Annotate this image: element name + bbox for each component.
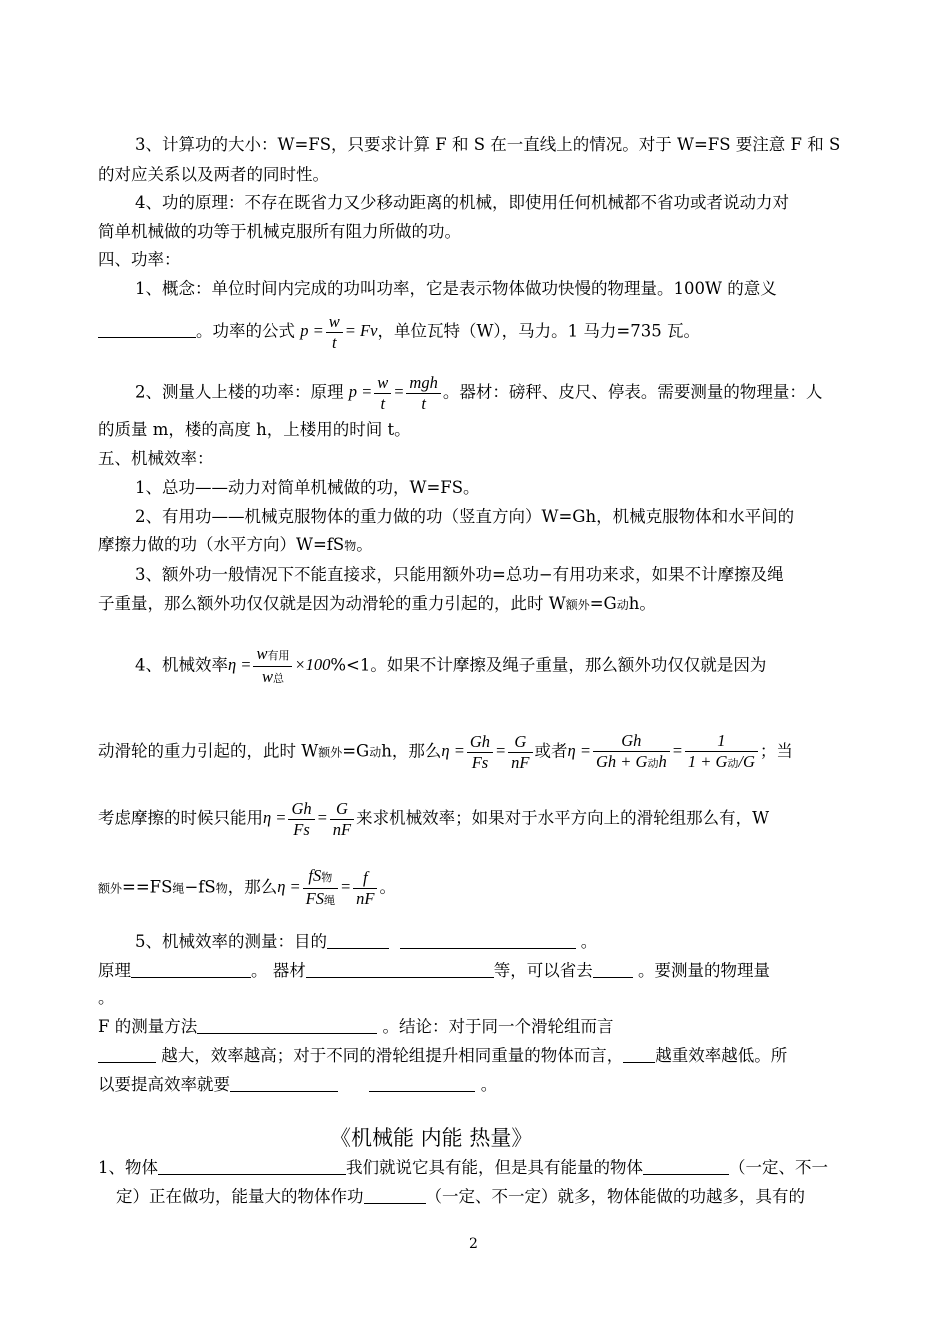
formula-efficiency-horizontal: η = $\frac{\text{fS物}}{\text{FS绳}}$ = $\frac{f}{nF}$ (277, 877, 379, 896)
para-measurement-line5: 越大，效率越高；对于不同的滑轮组提升相同重量的物体而言， 越重效率越低。所 (98, 1046, 787, 1066)
para-measurement-line6: 以要提高效率就要 。 (98, 1075, 498, 1094)
answer-blank[interactable] (158, 1158, 346, 1175)
para-total-work: 1、总功——动力对简单机械做的功，W=FS。 (135, 478, 480, 497)
formula-efficiency-friction: η = $\frac{Gh}{Fs}$ = $\frac{G}{nF}$ (263, 808, 356, 827)
para-work-principle-line2: 简单机械做的功等于机械克服所有阻力所做的功。 (98, 222, 461, 241)
formula-efficiency-gh: η = $\frac{Gh}{Fs}$ = $\frac{G}{nF}$ (441, 741, 534, 760)
para-efficiency-line2: 动滑轮的重力引起的，此时 W额外=G动h，那么η = $\frac{Gh}{Fs}$ = $\frac{G}{nF}$ 或者η = $\frac{Gh}{\text{Gh + G动h}}$ = $\frac{1}{\text{1 + G动/G}}$ ；当 (98, 731, 793, 772)
page-number: 2 (469, 1236, 478, 1252)
formula-stairs-power: p = $\frac{w}{t}$ = $\frac{\text{mgh}}{t}$ (349, 382, 443, 401)
para-useful-work-line1: 2、有用功——机械克服物体的重力做的功（竖直方向）W=Gh，机械克服物体和水平间的 (135, 507, 795, 526)
heading-efficiency: 五、机械效率： (98, 449, 214, 468)
answer-blank[interactable] (364, 1187, 426, 1204)
para-efficiency-line4: 额外==FS绳−fS物，那么η = $\frac{\text{fS物}}{\text{FS绳}}$ = $\frac{f}{nF}$ 。 (98, 866, 396, 908)
para-measurement-line4: F 的测量方法 。结论：对于同一个滑轮组而言 (98, 1017, 614, 1036)
para-extra-work-line1: 3、额外功一般情况下不能直接求，只能用额外功=总功−有用功来求，如果不计摩擦及绳 (135, 565, 784, 584)
answer-blank[interactable] (623, 1046, 655, 1063)
answer-blank[interactable] (197, 1017, 377, 1034)
answer-blank[interactable] (306, 961, 494, 978)
para-measurement-line3: 。 (98, 988, 115, 1007)
para-measurement-line2: 原理 。 器材 等，可以省去 。要测量的物理量 (98, 961, 770, 980)
answer-blank[interactable] (230, 1075, 338, 1092)
answer-blank[interactable] (643, 1158, 729, 1175)
formula-efficiency: η = $\frac{\text{w有用}}{\text{w总}}$ ×100 (228, 644, 331, 686)
para-stairs-power-line1: 2、测量人上楼的功率：原理 p = $\frac{w}{t}$ = $\frac{\text{mgh}}{t}$ 。器材：磅秤、皮尺、停表。需要测量的物理量：人 (135, 373, 823, 413)
answer-blank[interactable] (369, 1075, 475, 1092)
para-efficiency-line3: 考虑摩擦的时候只能用η = $\frac{Gh}{Fs}$ = $\frac{G}{nF}$ 来求机械效率；如果对于水平方向上的滑轮组那么有，W (98, 799, 770, 839)
para-work-calc-line2: 的对应关系以及两者的同时性。 (98, 165, 329, 184)
formula-efficiency-dynamic-pulley: η = $\frac{Gh}{\text{Gh + G动h}}$ = $\frac{1}{\text{1 + G动/G}}$ (568, 741, 760, 760)
formula-power: p = $\frac{w}{t}$ = Fv (300, 312, 378, 352)
para-work-principle-line1: 4、功的原理：不存在既省力又少移动距离的机械，即使用任何机械都不省功或者说动力对 (135, 193, 789, 212)
answer-blank[interactable] (131, 961, 251, 978)
para-power-concept-line2: 。功率的公式 p = $\frac{w}{t}$ = Fv，单位瓦特（W），马力。1 马力=735 瓦。 (98, 313, 700, 352)
para-work-calc-line1: 3、计算功的大小：W=FS，只要求计算 F 和 S 在一直线上的情况。对于 W=FS 要注意 F 和 S (135, 135, 841, 154)
question-1-line2: 定）正在做功，能量大的物体作功 （一定、不一定）就多，物体能做的功越多，具有的 (116, 1187, 805, 1206)
answer-blank[interactable] (98, 321, 196, 338)
para-stairs-power-line2: 的质量 m，楼的高度 h，上楼用的时间 t。 (98, 420, 411, 439)
para-useful-work-line2: 摩擦力做的功（水平方向）W=fS物。 (98, 535, 373, 554)
heading-power: 四、功率： (98, 250, 181, 269)
para-measurement-line1: 5、机械效率的测量：目的 。 (135, 932, 598, 951)
para-efficiency-line1: 4、机械效率η = $\frac{\text{w有用}}{\text{w总}}$ ×100%<1。如果不计摩擦及绳子重量，那么额外功仅仅就是因为 (135, 644, 767, 686)
answer-blank[interactable] (400, 932, 576, 949)
section-title: 《机械能 内能 热量》 (330, 1126, 533, 1150)
question-1-line1: 1、物体 我们就说它具有能，但是具有能量的物体 （一定、不一 (98, 1158, 828, 1177)
para-extra-work-line2: 子重量，那么额外功仅仅就是因为动滑轮的重力引起的，此时 W额外=G动h。 (98, 594, 656, 613)
answer-blank[interactable] (593, 961, 633, 978)
answer-blank[interactable] (98, 1046, 156, 1063)
para-power-concept-line1: 1、概念：单位时间内完成的功叫功率，它是表示物体做功快慢的物理量。100W 的意义 (135, 279, 777, 298)
answer-blank[interactable] (327, 932, 389, 949)
